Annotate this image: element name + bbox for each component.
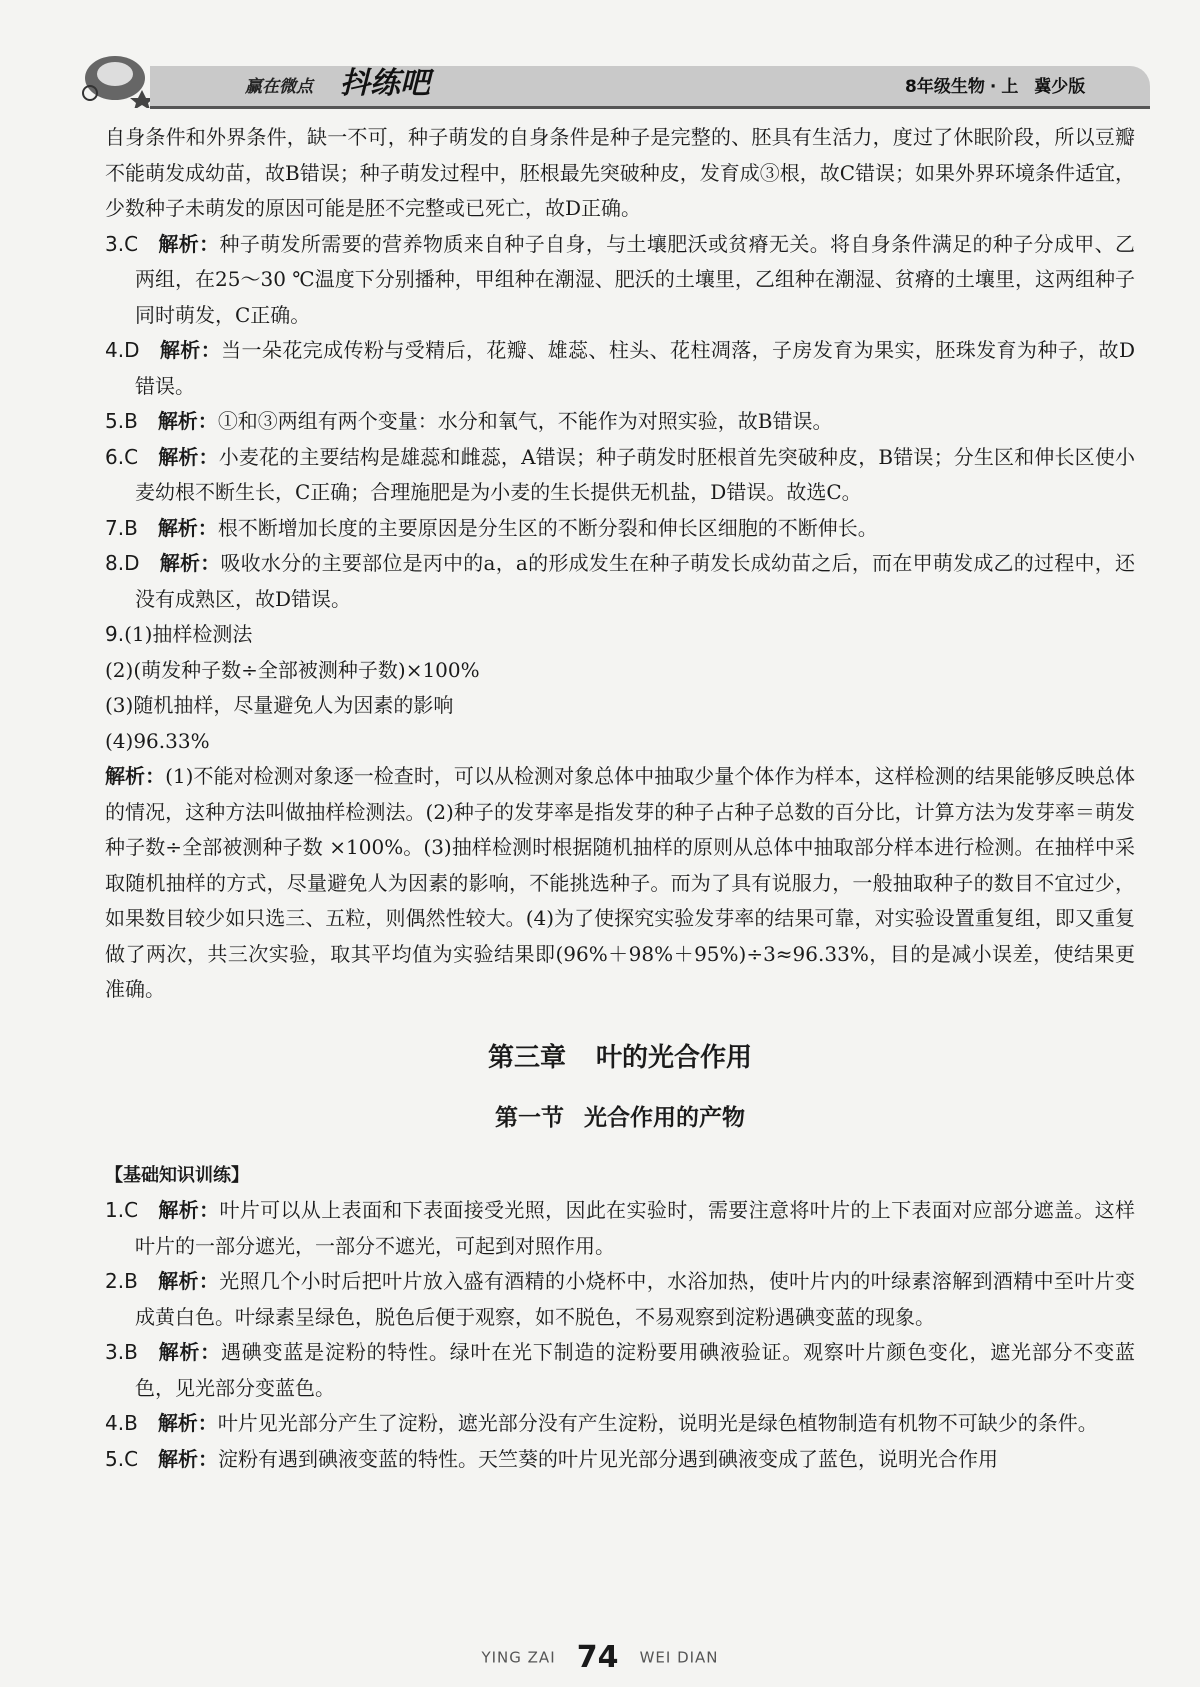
page-footer [0,1640,1200,1675]
answers-part1 [105,227,1135,618]
answer-item: 3.B 解析：遇碘变蓝是淀粉的特性。绿叶在光下制造的淀粉要用碘液验证。观察叶片颜色变化，遮光部分不变蓝色，见光部分变蓝色。 [105,1340,1136,1400]
section-title: 第一节 光合作用的产物 [495,1103,745,1131]
answer-item: 2.B 解析：光照几个小时后把叶片放入盛有酒精的小烧杯中，水浴加热，使叶片内的叶绿素溶解到酒精中至叶片变成黄白色。叶绿素呈绿色，脱色后便于观察，如不脱色，不易观察到淀粉遇碘变蓝的现象。 [105,1269,1136,1329]
page-header [60,28,1140,101]
series-name: 赢在微点 [245,77,313,97]
answer-item: 5.B 解析：①和③两组有两个变量：水分和氧气，不能作为对照实验，故B错误。 [105,409,833,433]
answer-item: 4.B 解析：叶片见光部分产生了淀粉，遮光部分没有产生淀粉，说明光是绿色植物制造有机物不可缺少的条件。 [105,1411,1098,1435]
answer-item: 6.C 解析：小麦花的主要结构是雄蕊和雌蕊，A错误；种子萌发时胚根首先突破种皮，B错误；分生区和伸长区使小麦幼根不断生长，C正确；合理施肥是为小麦的生长提供无机盐，D错误。故选C。 [105,444,1136,504]
block-title: 【基础知识训练】 [105,1164,249,1186]
question-9 [105,617,1135,1008]
q9-answer-1: 9.(1)抽样检测法 [105,622,253,646]
answer-item: 4.D 解析：当一朵花完成传粉与受精后，花瓣、雄蕊、柱头、花柱凋落，子房发育为果实，胚珠发育为种子，故D错误。 [105,338,1135,398]
intro-paragraph: 自身条件和外界条件，缺一不可，种子萌发的自身条件是种子是完整的、胚具有生活力，度过了休眠阶段，所以豆瓣不能萌发成幼苗，故B错误；种子萌发过程中，胚根最先突破种皮，发育成③根，故C错误；如果外界环境条件适宜，少数种子未萌发的原因可能是胚不完整或已死亡，故D正确。 [105,125,1135,220]
chapter-title: 第三章 叶的光合作用 [487,1042,753,1073]
q9-answer-4: (4)96.33% [105,728,210,753]
answer-item: 7.B 解析：根不断增加长度的主要原因是分生区的不断分裂和伸长区细胞的不断伸长。 [105,515,878,540]
edition: 冀少版 [1034,77,1086,97]
q9-analysis: 解析：(1)不能对检测对象逐一检查时，可以从检测对象总体中抽取少量个体作为样本，这样检测的结果能够反映总体的情况，这种方法叫做抽样检测法。(2)种子的发芽率是指发芽的种子占种子总数的百分比，计算方法为发芽率＝萌发种子数÷全部被测种子数 ×100%。(3)抽样检测时根据随机抽样的原则从总体中抽取部分样本进行检测。在抽样中采取随机抽样的方式，尽量避免人为因素的影响，不能挑选种子。而为了具有说服力，一般抽取种子的数目不宜过少，如果数目较少如只选三、五粒，则偶然性较大。(4)为了使探究实验发芽率的结果可靠，对实验设置重复组，即又重复做了两次，共三次实验，取其平均值为实验结果即(96%＋98%＋95%)÷3≈96.33%，目的是减小误差，使结果更准确。 [105,764,1135,1001]
page-number: 74 [576,1640,619,1675]
volume: 上 [1001,77,1019,97]
q9-answer-3: (3)随机抽样，尽量避免人为因素的影响 [105,693,454,717]
q9-answer-2: (2)(萌发种子数÷全部被测种子数)×100% [105,657,480,682]
grade-subject: 8年级生物 [905,77,985,97]
answers-part2 [105,1193,1135,1477]
answer-item: 8.D 解析：吸收水分的主要部位是丙中的a，a的形成发生在种子萌发长成幼苗之后，而在甲萌发成乙的过程中，还没有成熟区，故D错误。 [105,551,1135,611]
book-info: 8年级生物 · 上 冀少版 [905,77,1086,97]
answer-item: 3.C 解析：种子萌发所需要的营养物质来自种子自身，与土壤肥沃或贫瘠无关。将自身条件满足的种子分成甲、乙两组，在25～30 ℃温度下分别播种，甲组种在潮湿、肥沃的土壤里，乙组种在潮湿、贫瘠的土壤里，这两组种子同时萌发，C正确。 [105,231,1136,327]
answer-item: 1.C 解析：叶片可以从上表面和下表面接受光照，因此在实验时，需要注意将叶片的上下表面对应部分遮盖。这样叶片的一部分遮光，一部分不遮光，可起到对照作用。 [105,1198,1136,1258]
brand-name: 抖练吧 [340,66,430,101]
logo-emblem-icon [70,38,160,108]
footer-right: WEI DIAN [639,1648,719,1667]
answer-content [105,120,1135,1477]
footer-left: YING ZAI [481,1648,556,1667]
answer-item: 5.C 解析：淀粉有遇到碘液变蓝的特性。天竺葵的叶片见光部分遇到碘液变成了蓝色，说明光合作用 [105,1446,999,1471]
